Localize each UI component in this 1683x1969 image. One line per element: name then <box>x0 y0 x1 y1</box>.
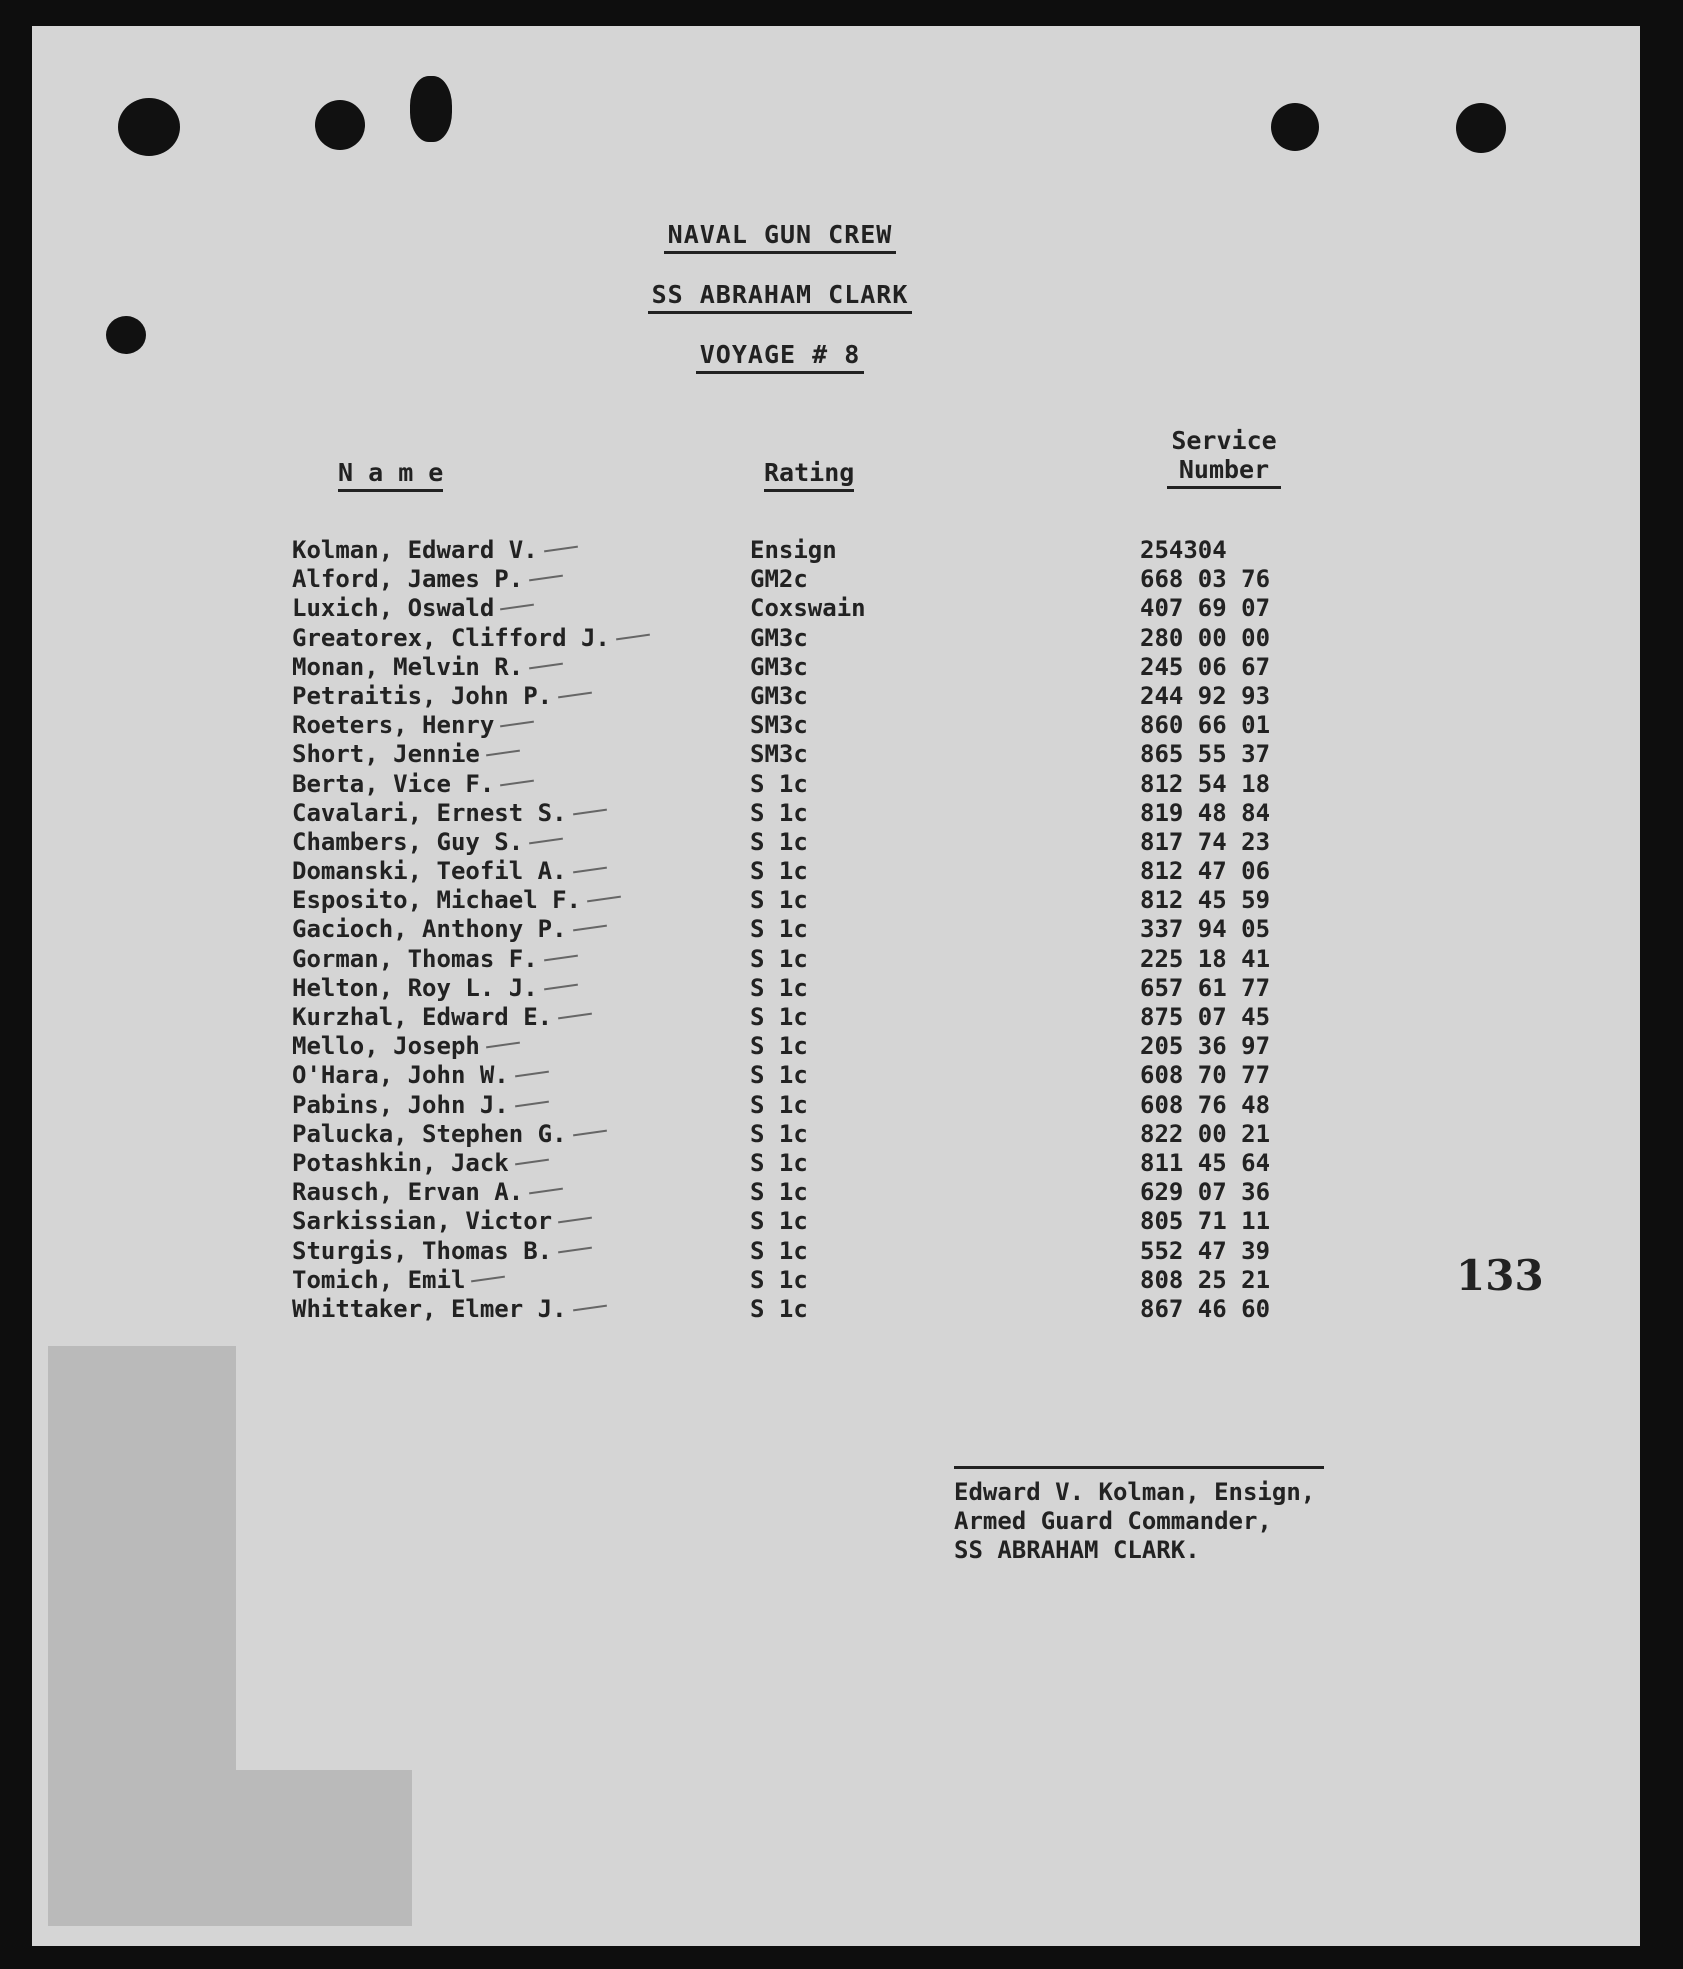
column-header-service-number: Service Number <box>1154 426 1294 484</box>
punch-hole <box>315 100 365 150</box>
crew-name: Mello, Joseph <box>292 1032 520 1060</box>
crew-row <box>292 857 1392 886</box>
crew-service-number: 245 06 67 <box>1140 652 1271 681</box>
crew-service-number: 812 45 59 <box>1140 886 1271 915</box>
signature-name: Edward V. Kolman, Ensign, <box>954 1478 1316 1506</box>
crew-rating: GM2c <box>750 565 808 594</box>
crew-rating: S 1c <box>750 857 808 886</box>
crew-rating: S 1c <box>750 1236 808 1265</box>
crew-row <box>292 1032 1392 1061</box>
crew-service-number: 608 70 77 <box>1140 1061 1271 1090</box>
crew-rating: Coxswain <box>750 594 866 623</box>
crew-name: Rausch, Ervan A. <box>292 1178 563 1206</box>
crew-row <box>292 1295 1392 1324</box>
crew-row <box>292 1266 1392 1295</box>
crew-name: Roeters, Henry <box>292 711 534 739</box>
crew-service-number: 205 36 97 <box>1140 1032 1271 1061</box>
crew-service-number: 867 46 60 <box>1140 1294 1271 1323</box>
crew-name: Helton, Roy L. J. <box>292 974 578 1002</box>
crew-name: Monan, Melvin R. <box>292 653 563 681</box>
crew-row <box>292 945 1392 974</box>
crew-rating: S 1c <box>750 1003 808 1031</box>
crew-row <box>292 565 1392 594</box>
crew-row <box>292 828 1392 857</box>
crew-name: Berta, Vice F. <box>292 770 534 798</box>
crew-rating: S 1c <box>750 1265 808 1294</box>
crew-service-number: 254304 <box>1140 536 1227 564</box>
crew-rating: S 1c <box>750 1294 808 1323</box>
crew-service-number: 629 07 36 <box>1140 1178 1271 1207</box>
crew-name: Sturgis, Thomas B. <box>292 1237 592 1265</box>
crew-rating: S 1c <box>750 1090 808 1119</box>
crew-row <box>292 915 1392 944</box>
crew-rating: S 1c <box>750 798 808 827</box>
crew-service-number: 875 07 45 <box>1140 1003 1271 1031</box>
crew-rating: S 1c <box>750 1207 808 1236</box>
crew-name: Chambers, Guy S. <box>292 828 563 856</box>
crew-service-number: 805 71 11 <box>1140 1207 1271 1236</box>
crew-service-number: 280 00 00 <box>1140 623 1271 652</box>
crew-row <box>292 1237 1392 1266</box>
crew-rating: S 1c <box>750 827 808 856</box>
tape-patch <box>236 1770 412 1926</box>
punch-hole <box>410 76 452 142</box>
crew-list <box>292 536 1392 1324</box>
crew-rating: GM3c <box>750 652 808 681</box>
crew-row <box>292 624 1392 653</box>
column-header-rating: Rating <box>764 458 854 487</box>
crew-name: Short, Jennie <box>292 740 520 768</box>
crew-service-number: 244 92 93 <box>1140 681 1271 710</box>
crew-rating: Ensign <box>750 536 837 564</box>
doc-heading-line3: VOYAGE # 8 <box>32 340 1528 369</box>
crew-rating: S 1c <box>750 915 808 944</box>
crew-name: Sarkissian, Victor <box>292 1207 592 1235</box>
crew-service-number: 808 25 21 <box>1140 1265 1271 1294</box>
crew-service-number: 812 54 18 <box>1140 769 1271 798</box>
crew-service-number: 819 48 84 <box>1140 798 1271 827</box>
punch-hole <box>1456 103 1506 153</box>
crew-rating: S 1c <box>750 1061 808 1090</box>
crew-row <box>292 770 1392 799</box>
crew-name: Potashkin, Jack <box>292 1149 549 1177</box>
crew-row <box>292 711 1392 740</box>
crew-service-number: 860 66 01 <box>1140 711 1271 740</box>
crew-row <box>292 594 1392 623</box>
crew-rating: SM3c <box>750 711 808 740</box>
crew-service-number: 407 69 07 <box>1140 594 1271 623</box>
punch-hole <box>1271 103 1319 151</box>
doc-heading-line1: NAVAL GUN CREW <box>32 220 1528 249</box>
crew-name: Greatorex, Clifford J. <box>292 624 650 652</box>
crew-row <box>292 740 1392 769</box>
crew-service-number: 657 61 77 <box>1140 973 1271 1002</box>
crew-name: Kurzhal, Edward E. <box>292 1003 592 1031</box>
crew-name: Petraitis, John P. <box>292 682 592 710</box>
crew-rating: S 1c <box>750 973 808 1002</box>
crew-rating: GM3c <box>750 623 808 652</box>
crew-service-number: 817 74 23 <box>1140 827 1271 856</box>
crew-name: Kolman, Edward V. <box>292 536 578 564</box>
signature-ship: SS ABRAHAM CLARK. <box>954 1536 1200 1564</box>
crew-rating: GM3c <box>750 681 808 710</box>
crew-name: Esposito, Michael F. <box>292 886 621 914</box>
signature-title: Armed Guard Commander, <box>954 1507 1272 1535</box>
crew-service-number: 668 03 76 <box>1140 565 1271 594</box>
doc-heading-line2: SS ABRAHAM CLARK <box>32 280 1528 309</box>
crew-row <box>292 886 1392 915</box>
crew-name: Alford, James P. <box>292 565 563 593</box>
document-page <box>32 26 1640 1946</box>
crew-service-number: 552 47 39 <box>1140 1236 1271 1265</box>
crew-rating: S 1c <box>750 1178 808 1207</box>
crew-row <box>292 974 1392 1003</box>
crew-name: Pabins, John J. <box>292 1091 549 1119</box>
crew-row <box>292 536 1392 565</box>
crew-rating: S 1c <box>750 886 808 915</box>
crew-row <box>292 1061 1392 1090</box>
crew-rating: S 1c <box>750 769 808 798</box>
crew-service-number: 608 76 48 <box>1140 1090 1271 1119</box>
crew-row <box>292 799 1392 828</box>
crew-name: O'Hara, John W. <box>292 1061 549 1089</box>
crew-service-number: 337 94 05 <box>1140 915 1271 944</box>
signature-line <box>954 1466 1324 1469</box>
crew-row <box>292 1207 1392 1236</box>
crew-row <box>292 682 1392 711</box>
crew-name: Luxich, Oswald <box>292 594 534 622</box>
crew-service-number: 865 55 37 <box>1140 740 1271 769</box>
punch-hole <box>118 98 180 156</box>
crew-name: Cavalari, Ernest S. <box>292 799 607 827</box>
crew-name: Gorman, Thomas F. <box>292 945 578 973</box>
crew-name: Domanski, Teofil A. <box>292 857 607 885</box>
crew-service-number: 811 45 64 <box>1140 1148 1271 1177</box>
crew-row <box>292 1120 1392 1149</box>
tape-patch <box>48 1346 236 1926</box>
crew-rating: S 1c <box>750 1032 808 1061</box>
crew-rating: S 1c <box>750 1148 808 1177</box>
crew-service-number: 225 18 41 <box>1140 944 1271 973</box>
crew-rating: SM3c <box>750 740 808 769</box>
crew-name: Palucka, Stephen G. <box>292 1120 607 1148</box>
signature-block <box>954 1478 1315 1565</box>
crew-rating: S 1c <box>750 1119 808 1148</box>
crew-row <box>292 1178 1392 1207</box>
crew-name: Gacioch, Anthony P. <box>292 915 607 943</box>
crew-row <box>292 653 1392 682</box>
crew-service-number: 822 00 21 <box>1140 1119 1271 1148</box>
crew-name: Tomich, Emil <box>292 1266 505 1294</box>
crew-row <box>292 1149 1392 1178</box>
crew-rating: S 1c <box>750 944 808 973</box>
column-header-name: N a m e <box>338 458 443 487</box>
crew-row <box>292 1003 1392 1032</box>
crew-service-number: 812 47 06 <box>1140 857 1271 886</box>
crew-name: Whittaker, Elmer J. <box>292 1295 607 1323</box>
page-number: 133 <box>1456 1251 1544 1300</box>
crew-row <box>292 1091 1392 1120</box>
